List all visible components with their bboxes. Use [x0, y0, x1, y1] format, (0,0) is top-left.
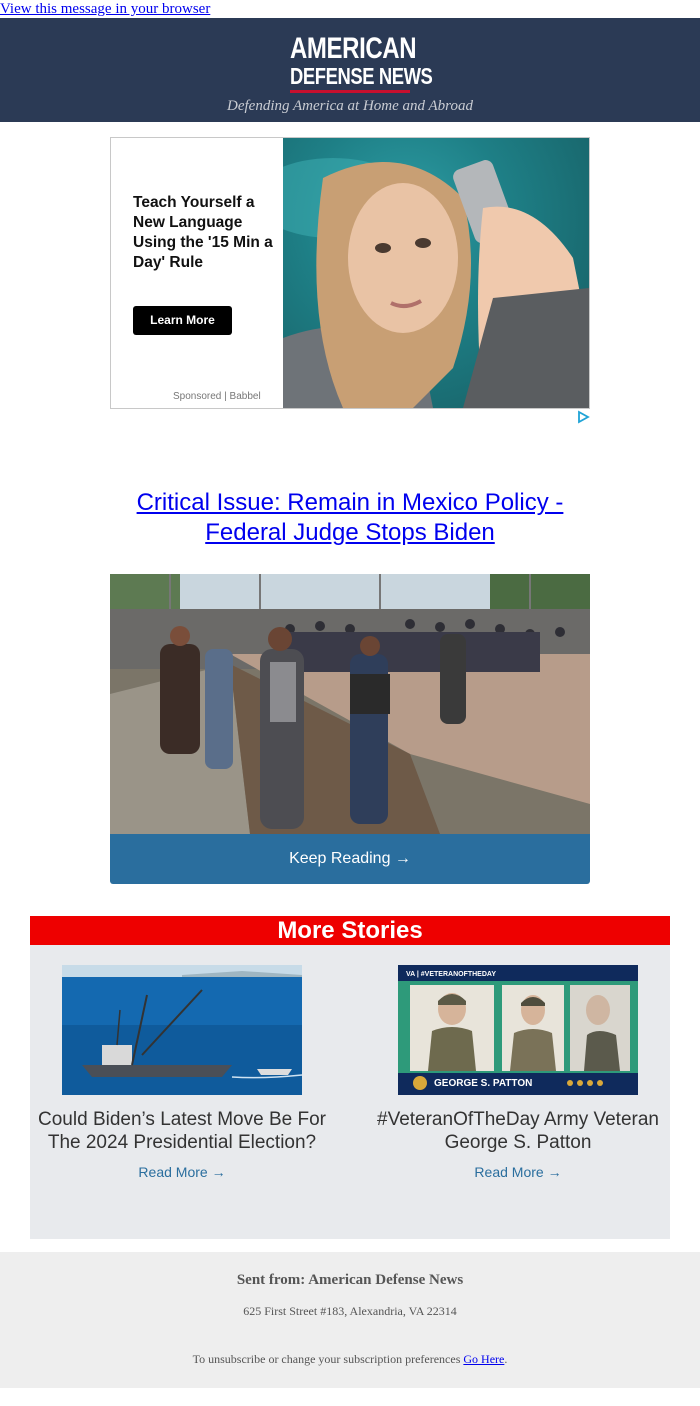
story-image-fishing-boat[interactable]	[62, 965, 302, 1095]
patton-image-banner: VA | #VETERANOFTHEDAY	[406, 971, 496, 978]
article-hero-image[interactable]	[110, 574, 590, 834]
adchoices-icon[interactable]	[576, 410, 590, 424]
logo-line-1: AMERICAN	[290, 32, 417, 65]
fishing-boat-photo	[62, 965, 302, 1095]
story-card-biden-2024[interactable]	[30, 965, 334, 1180]
logo-line-2: DEFENSE NEWS	[290, 63, 433, 89]
footer-address: 625 First Street #183, Alexandria, VA 22314	[243, 1304, 457, 1318]
view-in-browser-link[interactable]: View this message in your browser	[0, 1, 211, 17]
logo-underline	[290, 90, 410, 93]
more-stories-section	[30, 945, 670, 1239]
read-more-link[interactable]: Read More →	[474, 1164, 562, 1180]
unsubscribe-link[interactable]: Go Here	[463, 1352, 505, 1366]
email-footer	[0, 1252, 700, 1388]
tagline: Defending America at Home and Abroad	[227, 98, 473, 114]
story-image-george-patton[interactable]	[398, 965, 638, 1095]
migrants-at-train-station-photo	[110, 574, 590, 834]
story-title[interactable]: Could Biden’s Latest Move Be For The 2024 Presidential Election?	[38, 1109, 326, 1153]
article-headline-link[interactable]: Critical Issue: Remain in Mexico Policy - Federal Judge Stops Biden	[136, 489, 564, 546]
patton-image-caption: GEORGE S. PATTON	[434, 1078, 533, 1089]
footer-unsubscribe	[0, 1352, 700, 1367]
read-more-link[interactable]: Read More →	[138, 1164, 226, 1180]
ad-copy-panel	[111, 138, 283, 408]
ad-sponsor-label: Sponsored | Babbel	[173, 391, 261, 402]
ad-photo-illustration	[283, 138, 589, 408]
email-header	[0, 18, 700, 122]
learn-more-button[interactable]: Learn More	[133, 306, 232, 335]
george-patton-photo	[398, 965, 638, 1095]
ad-headline: Teach Yourself a New Language Using the '15 Min a Day' Rule	[133, 194, 273, 271]
story-title[interactable]: #VeteranOfTheDay Army Veteran George S. Patton	[377, 1109, 659, 1153]
story-card-veteran-of-the-day[interactable]	[366, 965, 670, 1180]
keep-reading-button[interactable]: Keep Reading →	[110, 834, 590, 884]
sponsored-ad[interactable]	[110, 137, 590, 409]
ad-photo-woman-with-phone[interactable]	[283, 138, 589, 408]
footer-sent-from: Sent from: American Defense News	[236, 1272, 464, 1288]
more-stories-heading: More Stories	[30, 916, 670, 945]
unsubscribe-period: .	[504, 1352, 508, 1366]
unsubscribe-text: To unsubscribe or change your subscription preferences	[192, 1352, 461, 1366]
